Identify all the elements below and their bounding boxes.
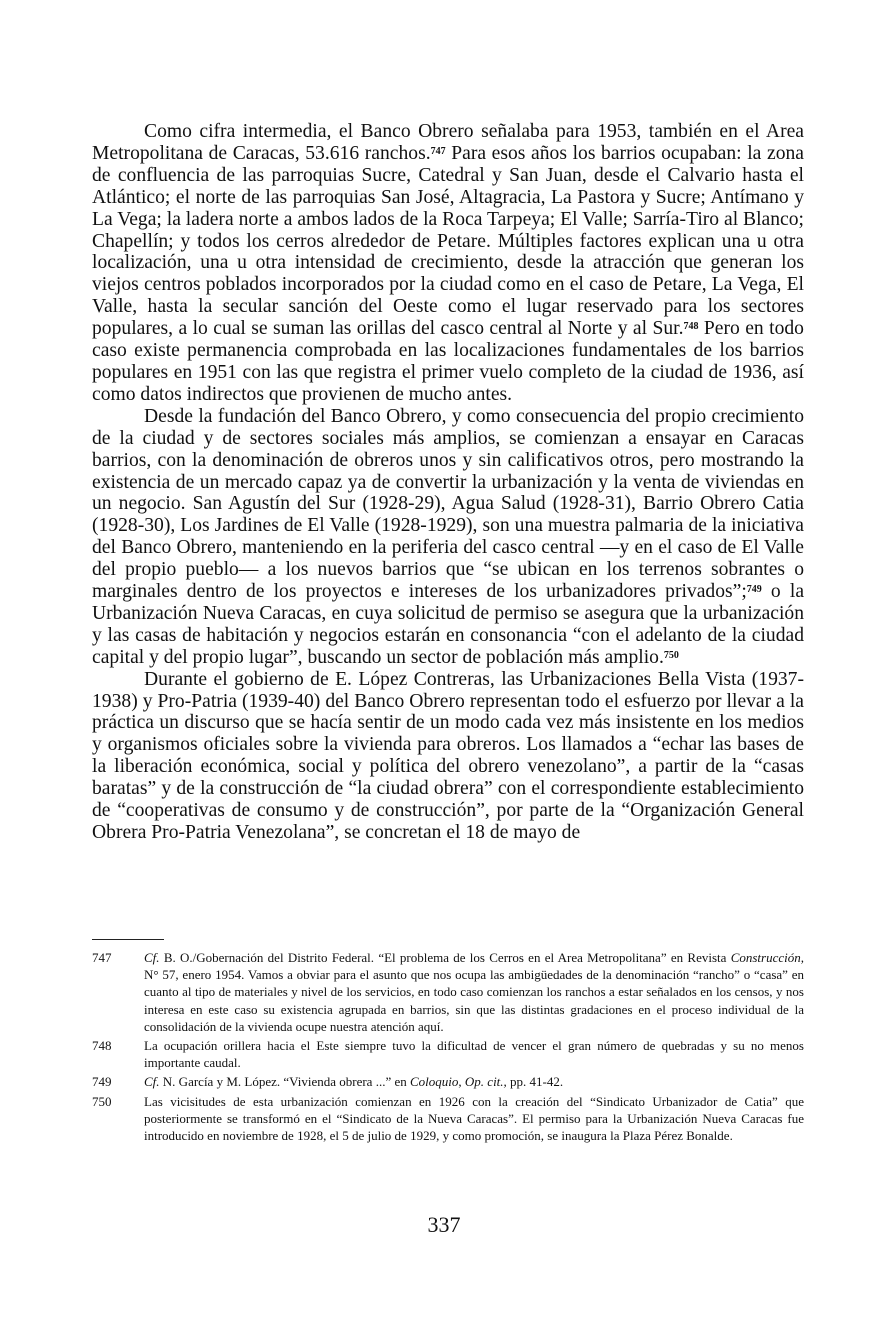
p1-text-c: Pero en todo caso existe permanencia comprobada en las localizaciones fundamentales de los barrios populares en 1951 con las que registra el primer vuelo completo de la ciudad de 1936, así como datos indirectos que provienen de mucho antes. bbox=[92, 318, 804, 405]
paragraph-3: Durante el gobierno de E. López Contreras, las Urbanizaciones Bella Vista (1937-1938) y Pro-Patria (1939-40) del Banco Obrero representan todo el esfuerzo por llevar a la práctica un discurso que se hacía sentir de un modo cada vez más insistente en los medios y organismos oficiales sobre la vivienda para obreros. Los llamados a “echar las bases de la liberación económica, social y política del obrero venezolano”, a partir de la “casas baratas” y de la construcción de “la ciudad obrera” con el correspondiente establecimiento de “cooperativas de consumo y de construcción”, por parte de la “Organización General Obrera Pro-Patria Venezolana”, se concretan el 18 de mayo de bbox=[92, 668, 804, 843]
footnote-text: Cf. N. García y M. López. “Vivienda obrera ...” en Coloquio, Op. cit., pp. 41-42. bbox=[144, 1074, 564, 1090]
paragraph-2 bbox=[92, 406, 804, 669]
footnote-ref-750: 750 bbox=[663, 649, 679, 661]
paragraph-1 bbox=[92, 121, 804, 406]
footnotes bbox=[92, 949, 804, 1146]
footnote-text: Cf. B. O./Gobernación del Distrito Federal. “El problema de los Cerros en el Area Metropolitana” en Revista Construcción, N° 57, enero 1954. Vamos a obviar para el asunto que nos ocupa las ambigüedades de la denominación “rancho” o “casa” en cuanto al tipo de materiales y nivel de los servicios, en todo caso comienzan los ranchos a estar señalados en los censos, y nos interesa en este caso su existencia agrupada en barrios, sin que las distintas gradaciones en el proceso individual de la consolidación de la vivienda ocupe nuestra atención aquí. bbox=[144, 950, 804, 1034]
p2-text-a: Desde la fundación del Banco Obrero, y como consecuencia del propio crecimiento de la ciudad y de sectores sociales más amplios, se comienzan a ensayar en Caracas barrios, con la denominación de obreros unos y sin calificativos otros, pero mostrando la existencia de un mercado capaz ya de convertir la urbanización y la venta de viviendas en un negocio. San Agustín del Sur (1928-29), Agua Salud (1928-31), Barrio Obrero Catia (1928-30), Los Jardines de El Valle (1928-1929), son una muestra palmaria de la iniciativa del Banco Obrero, manteniendo en la periferia del casco central —y en el caso de El Valle del propio pueblo— a los nuevos barrios que “se ubican en los terrenos sobrantes o marginales dentro de los proyectos e intereses de los urbanizadores privados”; bbox=[92, 405, 804, 603]
p2-text-b: o la Urbanización Nueva Caracas, en cuya solicitud de permiso se asegura que la urbanización y las casas de habitación y negocios estarán en consonancia “con el adelanto de la ciudad capital y del propio lugar”, buscando un sector de población más amplio. bbox=[92, 581, 805, 668]
footnote-text: La ocupación orillera hacia el Este siempre tuvo la dificultad de vencer el gran número de quebradas y su no menos importante caudal. bbox=[144, 1038, 804, 1071]
footnote-748 bbox=[92, 1037, 804, 1071]
footnote-ref-748: 748 bbox=[683, 321, 699, 333]
main-text bbox=[92, 121, 804, 844]
footnote-ref-747: 747 bbox=[430, 145, 446, 157]
footnote-number: 750 bbox=[92, 1093, 112, 1109]
footnote-749 bbox=[92, 1073, 804, 1090]
footnote-ref-749: 749 bbox=[746, 584, 762, 596]
footnote-separator bbox=[92, 939, 164, 940]
footnote-750 bbox=[92, 1093, 804, 1145]
footnote-747 bbox=[92, 949, 804, 1035]
footnote-number: 748 bbox=[92, 1038, 112, 1054]
page-number: 337 bbox=[427, 1212, 461, 1237]
footnote-number: 749 bbox=[92, 1074, 112, 1090]
footnote-text: Las vicisitudes de esta urbanización comienzan en 1926 con la creación del “Sindicato Urbanizador de Catia” que posteriormente se transformó en el “Sindicato de la Nueva Caracas”. El permiso para la Urbanización Nueva Caracas fue introducido en noviembre de 1928, el 5 de julio de 1929, y como promoción, se inaugura la Plaza Pérez Bonalde. bbox=[144, 1093, 804, 1144]
p1-text-a: Como cifra intermedia, el Banco Obrero señalaba para 1953, también en el Area Metropolitana de Caracas, 53.616 ranchos. bbox=[92, 121, 804, 164]
p1-text-b: Para esos años los barrios ocupaban: la zona de confluencia de las parroquias Sucre, Catedral y San Juan, desde el Calvario hasta el Atlántico; el norte de las parroquias San José, Altagracia, La Pastora y Sucre; Antímano y La Vega; la ladera norte a ambos lados de la Roca Tarpeya; El Valle; Sarría-Tiro al Blanco; Chapellín; y todos los cerros alrededor de Petare. Múltiples factores explican una u otra localización, una u otra intensidad de crecimiento, desde la atracción que generan los viejos centros poblados incorporados por la ciudad como en el caso de Petare, La Vega, El Valle, hasta la secular sanción del Oeste como el lugar reservado para los sectores populares, a lo cual se suman las orillas del casco central al Norte y al Sur. bbox=[92, 142, 804, 340]
footnote-number: 747 bbox=[92, 950, 112, 965]
